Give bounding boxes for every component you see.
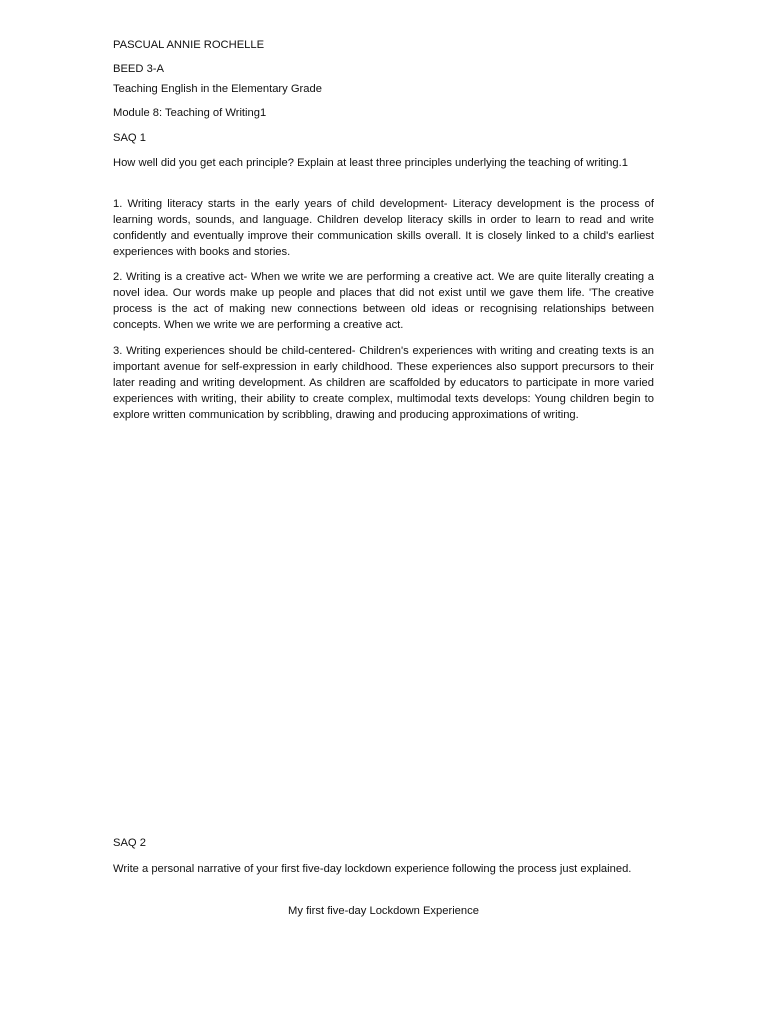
saq1-label: SAQ 1 (113, 132, 146, 144)
saq2-question: Write a personal narrative of your first five-day lockdown experience following the process just explained. (113, 863, 632, 875)
student-section: BEED 3-A (113, 63, 164, 75)
saq1-answer-1: 1. Writing literacy starts in the early years of child development- Literacy development is the process of learning words, sounds, and language. Children develop literacy skills in order to learn to read and write confidently and eventually improve their communication skills overall. It is closely linked to a child's earliest experiences with books and stories. (113, 198, 654, 258)
saq1-answer-2: 2. Writing is a creative act- When we write we are performing a creative act. We are quite literally creating a novel idea. Our words make up people and places that did not exist until we gave them life. 'The creative process is the act of making new connections between old ideas or recognising relationships between concepts. When we write we are performing a creative act. (113, 271, 654, 331)
saq2-label: SAQ 2 (113, 837, 146, 849)
module-title: Module 8: Teaching of Writing1 (113, 107, 267, 119)
saq1-answer-3: 3. Writing experiences should be child-centered- Children's experiences with writing and creating texts is an important avenue for self-expression in early childhood. These experiences also support precursors to their later reading and writing development. As children are scaffolded by educators to participate in more varied experiences with writing, their ability to create complex, multimodal texts develops: Young children begin to explore written communication by scribbling, drawing and producing approximations of writing. (113, 345, 654, 421)
course-title: Teaching English in the Elementary Grade (113, 83, 322, 95)
saq1-question: How well did you get each principle? Explain at least three principles underlying the teaching of writing.1 (113, 157, 628, 169)
student-name: PASCUAL ANNIE ROCHELLE (113, 39, 265, 51)
essay-title: My first five-day Lockdown Experience (288, 905, 479, 917)
